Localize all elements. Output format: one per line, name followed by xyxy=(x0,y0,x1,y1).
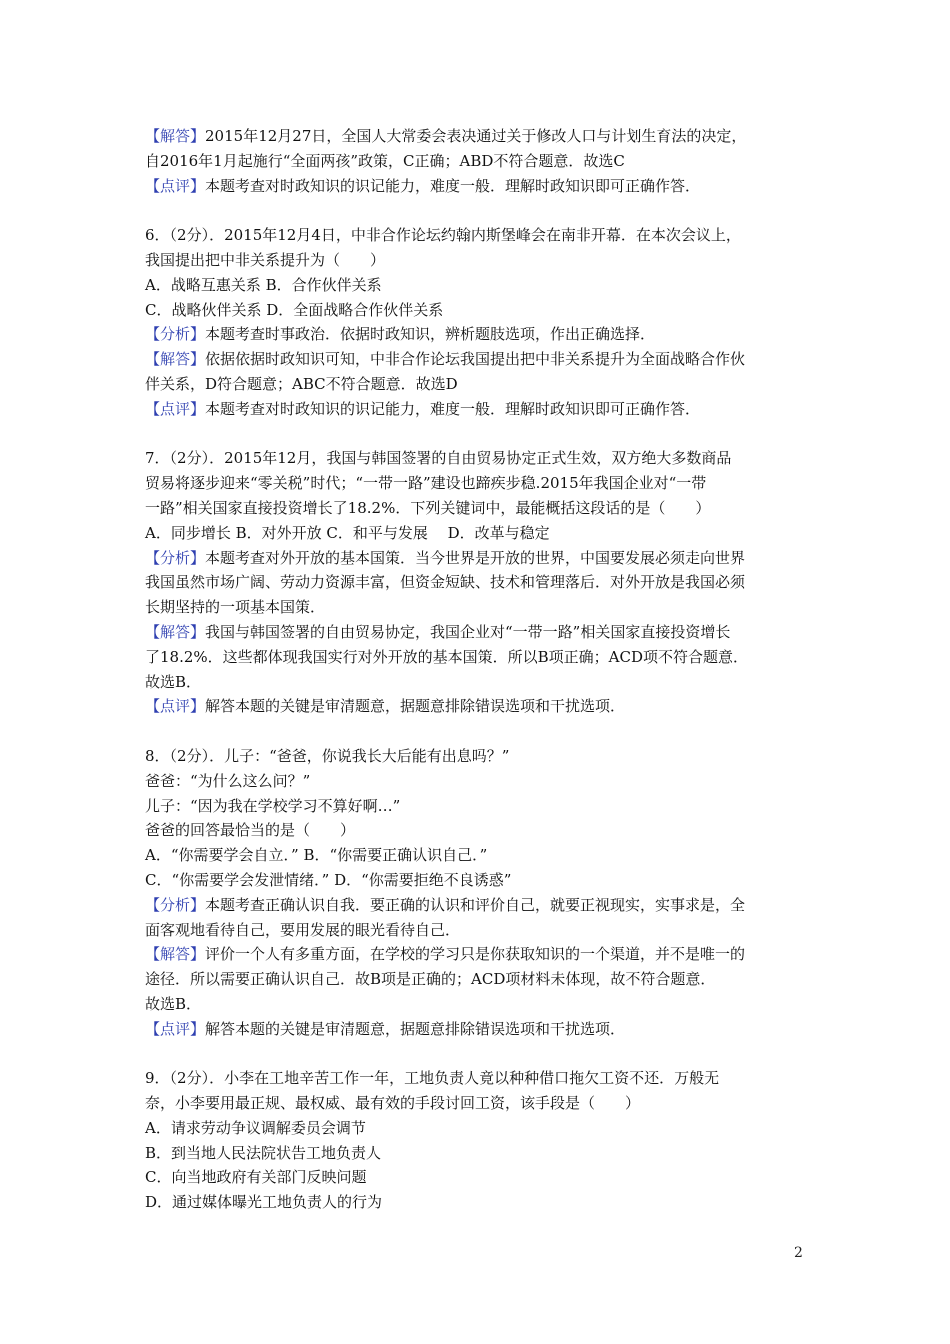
q8-answer-line-3: 故选B． xyxy=(145,994,202,1013)
comment-tag: 【点评】 xyxy=(145,1019,206,1038)
q8-option-line-1: A．“你需要学会自立．” B．“你需要正确认识自己．” xyxy=(145,846,488,865)
q6-option-line-2: C．战略伙伴关系 D．全面战略合作伙伴关系 xyxy=(145,300,444,319)
analysis-text: 本题考查正确认识自我．要正确的认识和评价自己，就要正视现实，实事求是，全 xyxy=(205,895,746,914)
spacer xyxy=(145,719,815,744)
answer-text: 2015年12月27日，全国人大常委会表决通过关于修改人口与计划生育法的决定， xyxy=(205,127,747,145)
comment-tag: 【点评】 xyxy=(145,697,206,716)
q9-option-c: C．向当地政府有关部门反映问题 xyxy=(145,1168,367,1187)
q8-answer-line-2: 途径．所以需要正确认识自己．故B项是正确的；ACD项材料未体现，故不符合题意． xyxy=(145,970,716,989)
analysis-tag: 【分析】 xyxy=(145,895,206,914)
q9-option-a: A．请求劳动争议调解委员会调节 xyxy=(145,1118,366,1137)
q8-answer-line-1 xyxy=(145,942,815,967)
q7-stem-line-3: 一路”相关国家直接投资增长了18.2%．下列关键词中，最能概括这段话的是（ ） xyxy=(145,498,711,517)
page-number: 2 xyxy=(794,1245,803,1261)
answer-tag: 【解答】 xyxy=(145,622,206,641)
spacer xyxy=(145,198,815,223)
q7-stem-line-2: 贸易将逐步迎来“零关税”时代；“一带一路”建设也蹄疾步稳.2015年我国企业对“一带 xyxy=(145,474,707,493)
q9-option-b: B．到当地人民法院状告工地负责人 xyxy=(145,1143,382,1162)
q9-option-d: D．通过媒体曝光工地负责人的行为 xyxy=(145,1193,383,1212)
answer-text: 我国与韩国签署的自由贸易协定，我国企业对“一带一路”相关国家直接投资增长 xyxy=(205,622,731,641)
q6-answer-line-2: 伴关系，D符合题意；ABC不符合题意．故选D xyxy=(145,374,458,393)
q5-answer-line-1 xyxy=(145,124,815,149)
q8-option-line-2: C．“你需要学会发泄情绪．” D．“你需要拒绝不良诱惑” xyxy=(145,870,512,889)
q8-analysis-line-2: 面客观地看待自己，要用发展的眼光看待自己． xyxy=(145,920,461,939)
q8-stem-line-4: 爸爸的回答最恰当的是（ ） xyxy=(145,821,356,840)
comment-tag: 【点评】 xyxy=(145,176,206,195)
q9-stem-line-1: 9．（2分）．小李在工地辛苦工作一年，工地负责人竟以种种借口拖欠工资不还．万般无 xyxy=(145,1069,720,1088)
spacer xyxy=(145,1041,815,1066)
q7-analysis-line-1 xyxy=(145,546,815,571)
q8-stem-line-3: 儿子：“因为我在学校学习不算好啊…” xyxy=(145,796,401,815)
q6-analysis xyxy=(145,322,815,347)
comment-text: 本题考查对时政知识的识记能力，难度一般．理解时政知识即可正确作答． xyxy=(205,176,701,195)
spacer xyxy=(145,422,815,447)
q7-answer-line-3: 故选B． xyxy=(145,672,202,691)
q7-stem-line-1: 7．（2分）．2015年12月，我国与韩国签署的自由贸易协定正式生效，双方绝大多数商品 xyxy=(145,449,732,468)
q8-analysis-line-1 xyxy=(145,893,815,918)
q8-stem-line-1: 8．（2分）．儿子：“爸爸，你说我长大后能有出息吗？” xyxy=(145,746,510,765)
q6-stem-line-2: 我国提出把中非关系提升为（ ） xyxy=(145,250,386,269)
q8-comment xyxy=(145,1017,815,1042)
answer-text: 依据依据时政知识可知，中非合作论坛我国提出把中非关系提升为全面战略合作伙 xyxy=(205,350,746,369)
answer-tag: 【解答】 xyxy=(145,945,206,964)
comment-text: 解答本题的关键是审清题意，据题意排除错误选项和干扰选项． xyxy=(205,697,626,716)
comment-tag: 【点评】 xyxy=(145,399,206,418)
q9-stem-line-2: 奈，小李要用最正规、最权威、最有效的手段讨回工资，该手段是（ ） xyxy=(145,1094,641,1113)
q6-option-line-1: A．战略互惠关系 B．合作伙伴关系 xyxy=(145,275,382,294)
q7-analysis-line-3: 长期坚持的一项基本国策． xyxy=(145,598,326,617)
q5-comment xyxy=(145,174,815,199)
answer-text: 评价一个人有多重方面，在学校的学习只是你获取知识的一个渠道，并不是唯一的 xyxy=(205,945,746,964)
q7-answer-line-2: 了18.2%．这些都体现我国实行对外开放的基本国策．所以B项正确；ACD项不符合题意． xyxy=(145,647,749,666)
analysis-tag: 【分析】 xyxy=(145,548,206,567)
q8-stem-line-2: 爸爸：“为什么这么问？” xyxy=(145,771,311,790)
q6-answer-line-1 xyxy=(145,347,815,372)
analysis-tag: 【分析】 xyxy=(145,325,206,344)
q7-answer-line-1 xyxy=(145,620,815,645)
answer-tag: 【解答】 xyxy=(145,127,206,145)
q5-answer-line-2: 自2016年1月起施行“全面两孩”政策，C正确；ABD不符合题意．故选C xyxy=(145,151,625,170)
analysis-text: 本题考查对外开放的基本国策．当今世界是开放的世界，中国要发展必须走向世界 xyxy=(205,548,746,567)
q6-stem-line-1: 6．（2分）．2015年12月4日，中非合作论坛约翰内斯堡峰会在南非开幕．在本次会议上， xyxy=(145,226,741,245)
q7-comment xyxy=(145,694,815,719)
analysis-text: 本题考查时事政治．依据时政知识，辨析题肢选项，作出正确选择． xyxy=(205,325,656,344)
comment-text: 解答本题的关键是审清题意，据题意排除错误选项和干扰选项． xyxy=(205,1019,626,1038)
comment-text: 本题考查对时政知识的识记能力，难度一般．理解时政知识即可正确作答． xyxy=(205,399,701,418)
answer-tag: 【解答】 xyxy=(145,350,206,369)
q7-option-line-1: A．同步增长 B．对外开放 C．和平与发展 D．改革与稳定 xyxy=(145,523,550,542)
q6-comment xyxy=(145,397,815,422)
page-content xyxy=(145,124,815,1215)
q7-analysis-line-2: 我国虽然市场广阔、劳动力资源丰富，但资金短缺、技术和管理落后．对外开放是我国必须 xyxy=(145,573,746,592)
